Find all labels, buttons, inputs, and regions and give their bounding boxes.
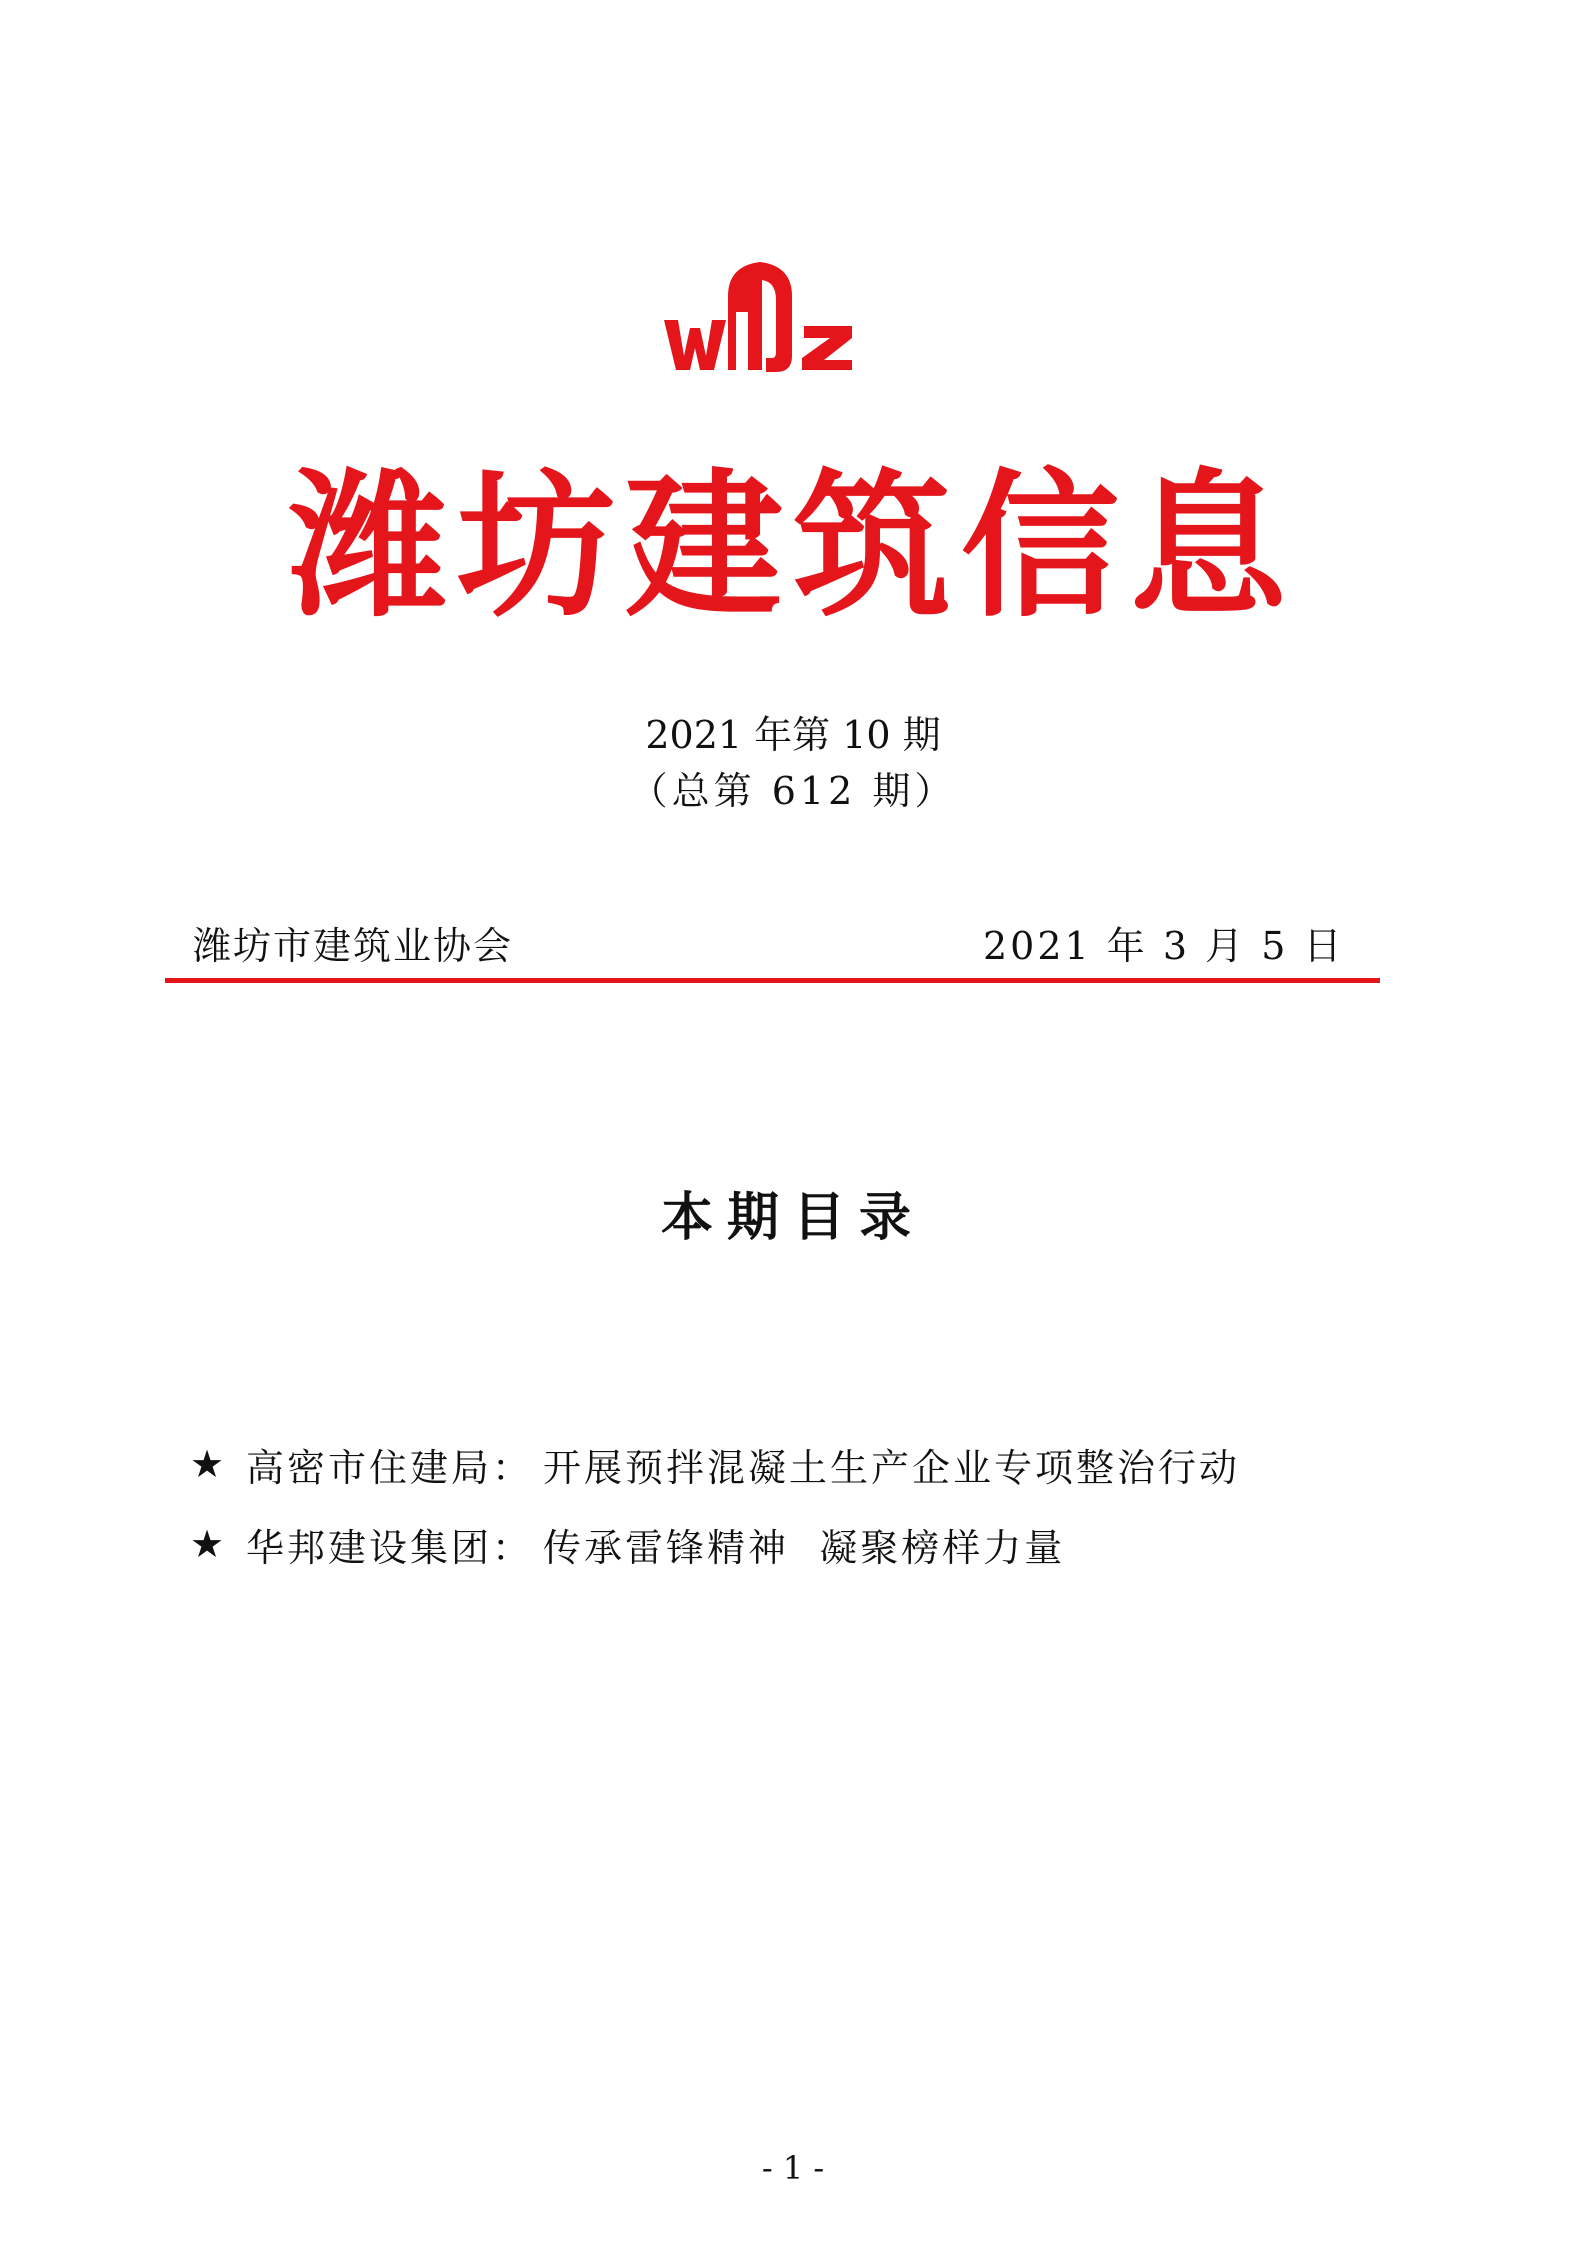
- toc-item-source: 华邦建设集团: [246, 1525, 493, 1570]
- star-icon: ★: [190, 1442, 228, 1486]
- issue-number: 2021 年第 10 期: [645, 713, 941, 757]
- toc-item-source: 高密市住建局: [246, 1445, 493, 1490]
- toc-list: [190, 1432, 1390, 1592]
- publisher-name: 潍坊市建筑业协会: [193, 924, 514, 968]
- toc-item-headline: 传承雷锋精神 凝聚榜样力量: [543, 1525, 1066, 1570]
- masthead-title: 潍坊建筑信息: [289, 455, 1297, 639]
- toc-item-separator: ：: [492, 1445, 534, 1490]
- publication-date: 2021 年 3 月 5 日: [983, 924, 1345, 968]
- toc-title: 本期目录: [660, 1188, 925, 1248]
- header-divider: [165, 978, 1380, 983]
- publisher-row: [165, 918, 1380, 974]
- star-icon: ★: [190, 1522, 228, 1566]
- wfjz-logo-icon: [658, 248, 858, 378]
- toc-item-headline: 开展预拌混凝土生产企业专项整治行动: [543, 1445, 1241, 1490]
- page-number: - 1 -: [761, 2149, 825, 2187]
- issue-total-number: （总第 612 期）: [629, 769, 957, 813]
- toc-item: [190, 1432, 1390, 1496]
- toc-item-separator: ：: [492, 1525, 534, 1570]
- toc-item: [190, 1512, 1390, 1576]
